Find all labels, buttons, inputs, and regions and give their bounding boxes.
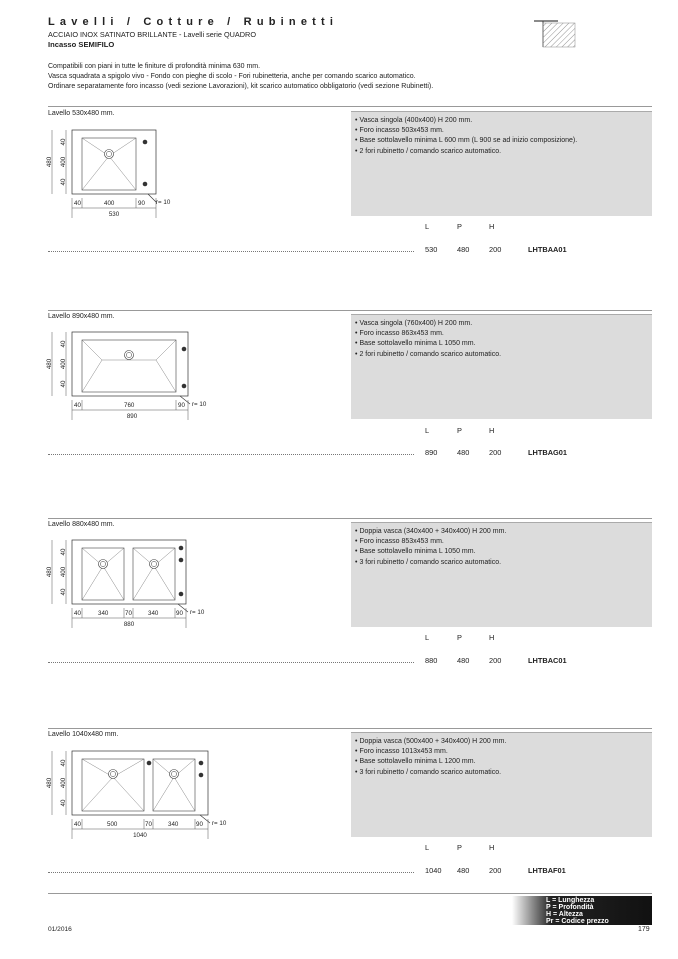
col-h: H: [489, 843, 495, 852]
section-divider: [48, 310, 652, 311]
spec-item: • 2 fori rubinetto / comando scarico automatico.: [355, 147, 652, 157]
spec-item: • Vasca singola (760x400) H 200 mm.: [355, 319, 652, 329]
value-l: 530: [425, 245, 438, 254]
col-p: P: [457, 426, 462, 435]
intro-text: [48, 62, 433, 93]
value-p: 480: [457, 656, 470, 665]
intro-line: Compatibili con piani in tutte le finiture di profondità minima 630 mm.: [48, 63, 261, 70]
section-divider: [48, 728, 652, 729]
legend-item: L = Lunghezza: [546, 897, 595, 904]
dim-radius: r= 10: [212, 820, 227, 827]
hatched-section-icon: [534, 18, 576, 48]
value-h: 200: [489, 866, 502, 875]
spec-item: • Base sottolavello minima L 1050 mm.: [355, 547, 652, 557]
dim-part: 40: [74, 610, 81, 617]
dim-mid: 400: [60, 358, 67, 370]
spec-box: [351, 522, 652, 627]
value-l: 1040: [425, 866, 442, 875]
spec-item: • Foro incasso 1013x453 mm.: [355, 747, 652, 757]
dim-total: 880: [123, 621, 135, 628]
dim-mid: 400: [60, 566, 67, 578]
value-p: 480: [457, 245, 470, 254]
spec-item: • Doppia vasca (340x400 + 340x400) H 200 mm.: [355, 527, 652, 537]
page-number: 179: [638, 926, 650, 933]
section-divider: [48, 518, 652, 519]
col-l: L: [425, 633, 430, 642]
dim-part: 90: [196, 821, 203, 828]
sink-drawing: [44, 538, 234, 632]
product-title: Lavello 890x480 mm.: [48, 313, 115, 320]
product-title: Lavello 530x480 mm.: [48, 110, 115, 117]
dim-part: 40: [74, 402, 81, 409]
product-code: LHTBAA01: [528, 245, 567, 254]
section-divider: [48, 106, 652, 107]
product-code: LHTBAF01: [528, 866, 566, 875]
value-h: 200: [489, 245, 502, 254]
spec-item: • Foro incasso 863x453 mm.: [355, 329, 652, 339]
dim-bottom: 40: [60, 799, 67, 807]
intro-line: Vasca squadrata a spigolo vivo - Fondo con pieghe di scolo - Fori rubinetteria, anche per comando scarico automatico.: [48, 73, 416, 81]
dim-height: 480: [46, 156, 53, 168]
dim-part: 70: [145, 821, 152, 828]
sink-drawing: [44, 330, 234, 424]
footer-date: 01/2016: [48, 926, 72, 933]
value-p: 480: [457, 448, 470, 457]
dim-mid: 400: [60, 156, 67, 168]
product-code: LHTBAC01: [528, 656, 567, 665]
dim-top: 40: [60, 759, 67, 767]
page-subtitle-bold: Incasso SEMIFILO: [48, 40, 115, 49]
spec-item: • 2 fori rubinetto / comando scarico automatico.: [355, 350, 652, 360]
leader-dots: [48, 662, 414, 663]
dim-bottom: 40: [60, 178, 67, 186]
dim-total: 890: [126, 413, 138, 420]
dim-bottom: 40: [60, 380, 67, 388]
sink-drawing: [44, 749, 244, 843]
dim-part: 90: [178, 402, 185, 409]
dim-part: 340: [98, 610, 109, 617]
col-l: L: [425, 222, 430, 231]
dim-bottom: 40: [60, 588, 67, 596]
spec-item: • Doppia vasca (500x400 + 340x400) H 200 mm.: [355, 737, 652, 747]
intro-line: Ordinare separatamente foro incasso (vedi sezione Lavorazioni), kit scarico automatico obbligatorio (vedi sezione Rubinetti).: [48, 83, 434, 91]
leader-dots: [48, 454, 414, 455]
dim-radius: r= 10: [156, 199, 171, 206]
product-title: Lavello 1040x480 mm.: [48, 731, 119, 738]
dim-part: 760: [124, 402, 135, 409]
value-l: 890: [425, 448, 438, 457]
legend-item: P = Profondità: [546, 904, 594, 911]
spec-item: • 3 fori rubinetto / comando scarico automatico.: [355, 768, 652, 778]
spec-item: • Foro incasso 503x453 mm.: [355, 126, 652, 136]
spec-box: [351, 314, 652, 419]
col-h: H: [489, 426, 495, 435]
dim-total: 530: [108, 211, 120, 218]
col-p: P: [457, 633, 462, 642]
spec-box: [351, 732, 652, 837]
dim-top: 40: [60, 340, 67, 348]
spec-box: [351, 111, 652, 216]
dim-part: 340: [168, 821, 179, 828]
dim-radius: r= 10: [190, 609, 205, 616]
spec-item: • Base sottolavello minima L 1050 mm.: [355, 339, 652, 349]
col-l: L: [425, 426, 430, 435]
dim-top: 40: [60, 548, 67, 556]
col-p: P: [457, 843, 462, 852]
dim-total: 1040: [133, 832, 147, 839]
page-title: Lavelli / Cotture / Rubinetti: [48, 16, 339, 28]
dim-part: 90: [176, 610, 183, 617]
dim-top: 40: [60, 138, 67, 146]
value-l: 880: [425, 656, 438, 665]
dim-part: 500: [107, 821, 118, 828]
spec-item: • 3 fori rubinetto / comando scarico automatico.: [355, 558, 652, 568]
legend-box: [512, 896, 652, 925]
dim-mid: 400: [60, 777, 67, 789]
product-code: LHTBAG01: [528, 448, 568, 457]
dim-part: 70: [125, 610, 132, 617]
spec-item: • Base sottolavello minima L 600 mm (L 900 se ad inizio composizione).: [355, 136, 652, 146]
spec-item: • Vasca singola (400x400) H 200 mm.: [355, 116, 652, 126]
page-subtitle: ACCIAIO INOX SATINATO BRILLANTE - Lavelli serie QUADRO: [48, 30, 257, 39]
col-h: H: [489, 222, 495, 231]
col-l: L: [425, 843, 430, 852]
col-h: H: [489, 633, 495, 642]
dim-part: 40: [74, 200, 81, 207]
dim-height: 480: [46, 566, 53, 578]
leader-dots: [48, 251, 414, 252]
dim-height: 480: [46, 358, 53, 370]
bottom-divider: [48, 893, 652, 894]
sink-drawing: [44, 128, 194, 222]
value-h: 200: [489, 448, 502, 457]
spec-item: • Foro incasso 853x453 mm.: [355, 537, 652, 547]
product-title: Lavello 880x480 mm.: [48, 521, 115, 528]
legend-item: H = Altezza: [546, 911, 583, 918]
dim-height: 480: [46, 777, 53, 789]
dim-part: 340: [148, 610, 159, 617]
leader-dots: [48, 872, 414, 873]
value-p: 480: [457, 866, 470, 875]
dim-part: 40: [74, 821, 81, 828]
dim-part: 400: [104, 200, 115, 207]
col-p: P: [457, 222, 462, 231]
value-h: 200: [489, 656, 502, 665]
dim-radius: r= 10: [192, 401, 207, 408]
legend-item: Pr = Codice prezzo: [546, 918, 609, 925]
spec-item: • Base sottolavello minima L 1200 mm.: [355, 757, 652, 767]
dim-part: 90: [138, 200, 145, 207]
